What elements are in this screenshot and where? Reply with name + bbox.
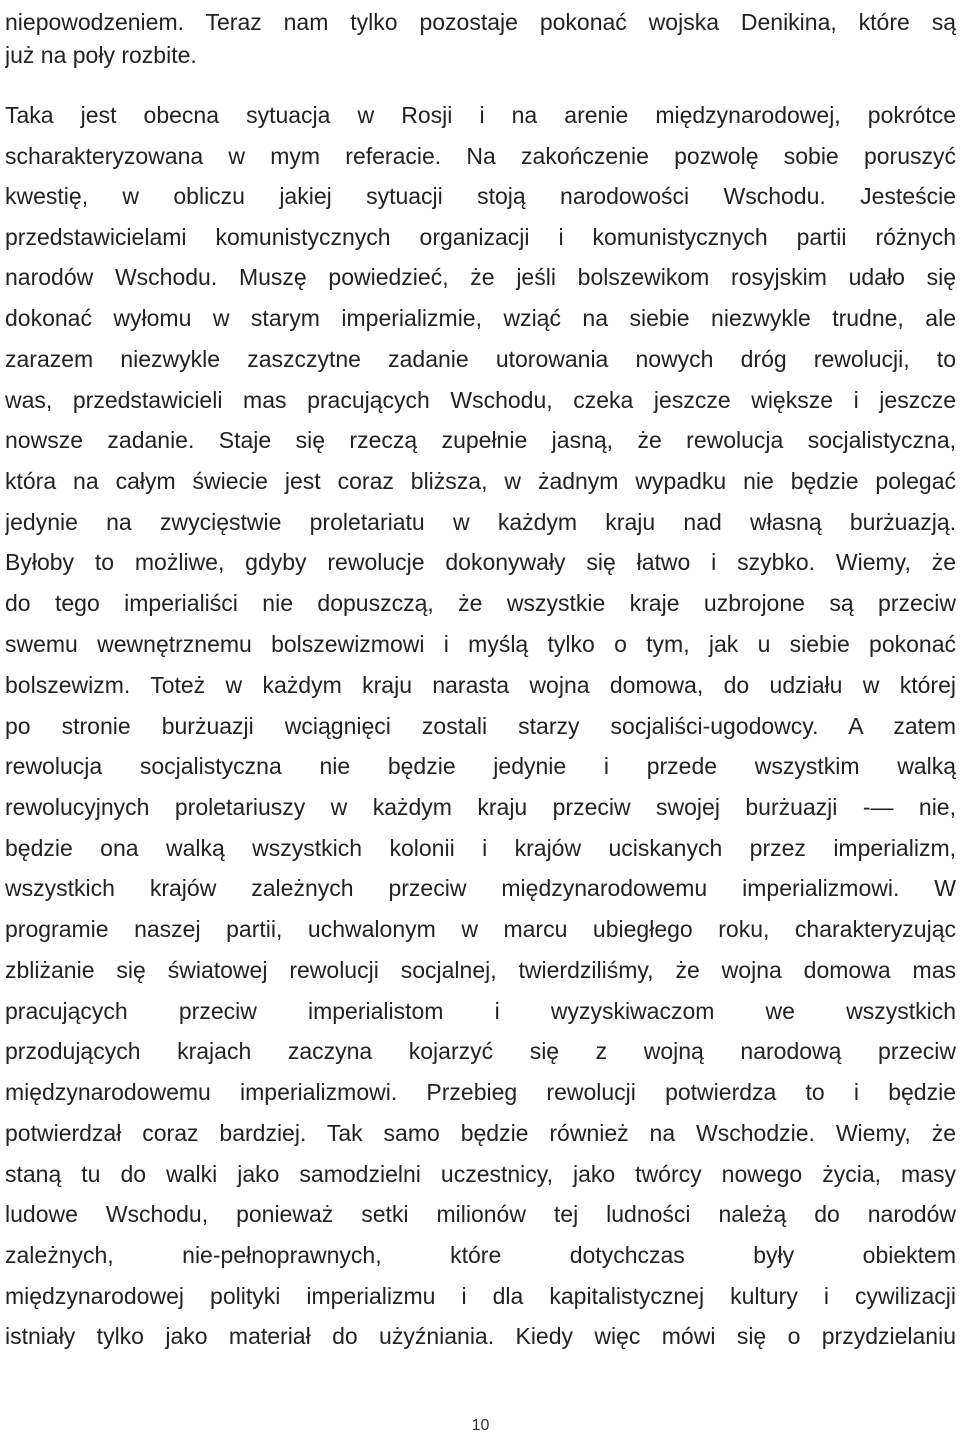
text-line: niepowodzeniem. Teraz nam tylko pozostaje pokonać wojska Denikina, które są — [5, 9, 956, 35]
document-page — [5, 0, 956, 1440]
text-line: do tego imperialiści nie dopuszczą, że wszystkie kraje uzbrojone są przeciw — [5, 590, 956, 616]
text-line: wszystkich krajów zależnych przeciw międzynarodowemu imperializmowi. W — [5, 875, 956, 901]
text-line: swemu wewnętrznemu bolszewizmowi i myślą tylko o tym, jak u siebie pokonać — [5, 631, 956, 657]
text-line: dokonać wyłomu w starym imperializmie, wziąć na siebie niezwykle trudne, ale — [5, 305, 956, 331]
text-line: po stronie burżuazji wciągnięci zostali starzy socjaliści-ugodowcy. A zatem — [5, 713, 956, 739]
text-line: Taka jest obecna sytuacja w Rosji i na arenie międzynarodowej, pokrótce — [5, 102, 956, 128]
text-line: międzynarodowemu imperializmowi. Przebieg rewolucji potwierdza to i będzie — [5, 1079, 956, 1105]
text-line: ludowe Wschodu, ponieważ setki milionów tej ludności należą do narodów — [5, 1201, 956, 1227]
text-line: przodujących krajach zaczyna kojarzyć się z wojną narodową przeciw — [5, 1038, 956, 1064]
text-line: scharakteryzowana w mym referacie. Na zakończenie pozwolę sobie poruszyć — [5, 143, 956, 169]
text-line: narodów Wschodu. Muszę powiedzieć, że jeśli bolszewikom rosyjskim udało się — [5, 264, 956, 290]
text-line: będzie ona walką wszystkich kolonii i krajów uciskanych przez imperializm, — [5, 835, 956, 861]
text-line: rewolucyjnych proletariuszy w każdym kraju przeciw swojej burżuazji -— nie, — [5, 794, 956, 820]
text-line: która na całym świecie jest coraz bliższa, w żadnym wypadku nie będzie polegać — [5, 468, 956, 494]
text-line: rewolucja socjalistyczna nie będzie jedynie i przede wszystkim walką — [5, 753, 956, 779]
text-line: bolszewizm. Toteż w każdym kraju narasta wojna domowa, do udziału w której — [5, 672, 956, 698]
text-line: potwierdzał coraz bardziej. Tak samo będzie również na Wschodzie. Wiemy, że — [5, 1120, 956, 1146]
text-line: zależnych, nie-pełnoprawnych, które dotychczas były obiektem — [5, 1242, 956, 1268]
text-line: programie naszej partii, uchwalonym w marcu ubiegłego roku, charakteryzując — [5, 916, 956, 942]
text-line: Byłoby to możliwe, gdyby rewolucje dokonywały się łatwo i szybko. Wiemy, że — [5, 549, 956, 575]
text-line: przedstawicielami komunistycznych organizacji i komunistycznych partii różnych — [5, 224, 956, 250]
text-line: jedynie na zwycięstwie proletariatu w każdym kraju nad własną burżuazją. — [5, 509, 956, 535]
page-number: 10 — [471, 1417, 490, 1434]
text-line: kwestię, w obliczu jakiej sytuacji stoją narodowości Wschodu. Jesteście — [5, 183, 956, 209]
text-line: już na poły rozbite. — [5, 42, 197, 68]
text-line: zbliżanie się światowej rewolucji socjalnej, twierdziliśmy, że wojna domowa mas — [5, 957, 956, 983]
text-line: międzynarodowej polityki imperializmu i dla kapitalistycznej kultury i cywilizacji — [5, 1283, 956, 1309]
text-line: was, przedstawicieli mas pracujących Wschodu, czeka jeszcze większe i jeszcze — [5, 387, 956, 413]
text-line: pracujących przeciw imperialistom i wyzyskiwaczom we wszystkich — [5, 998, 956, 1024]
text-line: istniały tylko jako materiał do użyźniania. Kiedy więc mówi się o przydzielaniu — [5, 1323, 956, 1349]
text-line: staną tu do walki jako samodzielni uczestnicy, jako twórcy nowego życia, masy — [5, 1161, 956, 1187]
text-line: nowsze zadanie. Staje się rzeczą zupełnie jasną, że rewolucja socjalistyczna, — [5, 427, 956, 453]
text-line: zarazem niezwykle zaszczytne zadanie utorowania nowych dróg rewolucji, to — [5, 346, 956, 372]
